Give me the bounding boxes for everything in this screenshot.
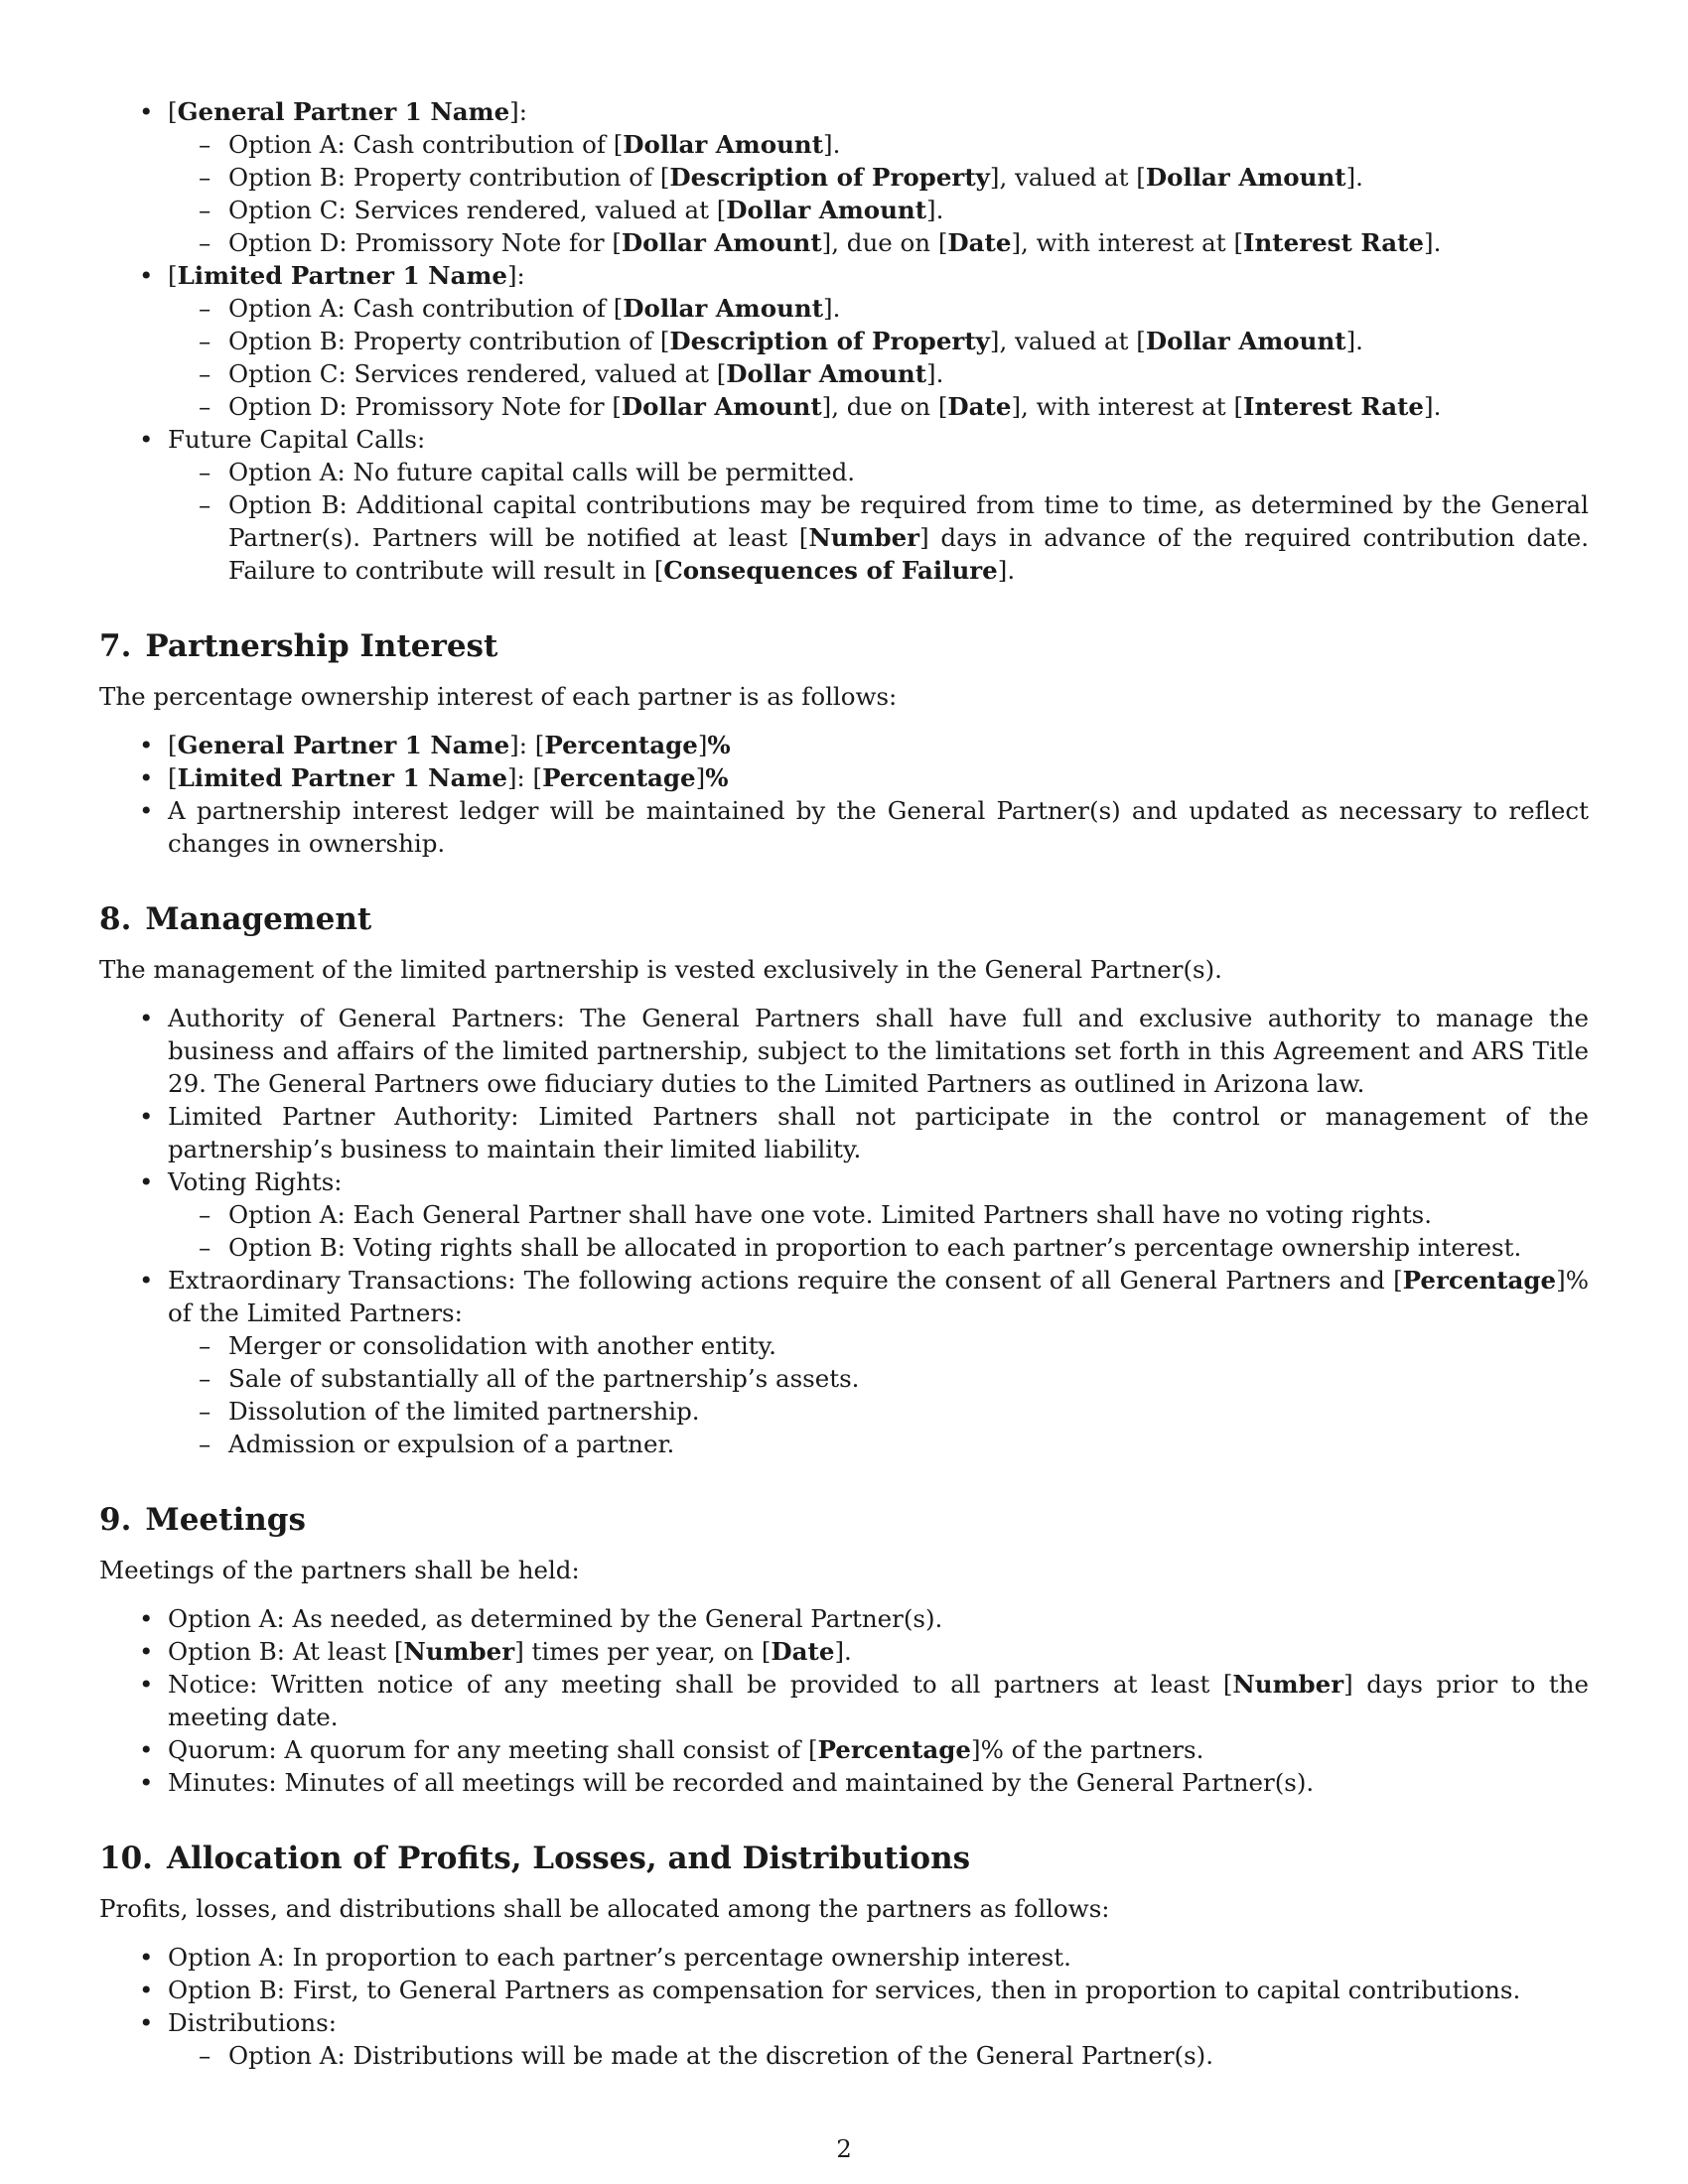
page-number: 2: [836, 2134, 852, 2163]
list-item: • Future Capital Calls: – Option A: No future capital calls will be permitted. – Option B: Additional capital contributions may be required from time to time, as determined by the General Partner(s). Partners will be notified at least [Number] days in advance of the required contribution date. Failure to contribute will result in [Consequences of Failure].: [99, 423, 1589, 587]
list-item: • Voting Rights: – Option A: Each General Partner shall have one vote. Limited Partners shall have no voting rights. – Option B: Voting rights shall be allocated in proportion to each partner’s percentage ownership interest.: [99, 1165, 1589, 1264]
list-item: • Notice: Written notice of any meeting shall be provided to all partners at least [Number] days prior to the meeting date.: [99, 1668, 1589, 1733]
sub-list: [168, 1198, 1589, 1264]
list-item: – Option D: Promissory Note for [Dollar Amount], due on [Date], with interest at [Interest Rate].: [168, 226, 1589, 259]
list-item: – Option B: Voting rights shall be allocated in proportion to each partner’s percentage ownership interest.: [168, 1231, 1589, 1264]
list-item: – Admission or expulsion of a partner.: [168, 1428, 1589, 1460]
section-intro: The percentage ownership interest of each partner is as follows:: [99, 682, 898, 711]
section-intro: The management of the limited partnership is vested exclusively in the General Partner(s).: [99, 955, 1222, 984]
list-item: – Option A: Each General Partner shall have one vote. Limited Partners shall have no voting rights.: [168, 1198, 1589, 1231]
list-item: • Option B: At least [Number] times per year, on [Date].: [99, 1635, 1589, 1668]
list-item: – Sale of substantially all of the partnership’s assets.: [168, 1362, 1589, 1395]
list-item: • Option A: As needed, as determined by the General Partner(s).: [99, 1602, 1589, 1635]
section-intro: Meetings of the partners shall be held:: [99, 1556, 580, 1584]
list-item: – Merger or consolidation with another entity.: [168, 1329, 1589, 1362]
list-item: – Option A: Cash contribution of [Dollar Amount].: [168, 292, 1589, 325]
list-item: • [Limited Partner 1 Name]: [Percentage]%: [99, 761, 1589, 794]
list-item: – Option B: Additional capital contributions may be required from time to time, as determined by the General Partner(s). Partners will be notified at least [Number] days in advance of the required contribution date. Failure to contribute will result in [Consequences of Failure].: [168, 488, 1589, 587]
list-item: – Option D: Promissory Note for [Dollar Amount], due on [Date], with interest at [Interest Rate].: [168, 390, 1589, 423]
list-item: – Option C: Services rendered, valued at [Dollar Amount].: [168, 194, 1589, 226]
document-page: [99, 95, 1589, 2072]
list-item: • [General Partner 1 Name]: – Option A: Cash contribution of [Dollar Amount]. – Option B: Property contribution of [Description of Property], valued at [Dollar Amount]. – Option C: Services rendered, valued at [Dollar Amount]. – Option D: Promissory Note for [Dollar Amount], due on [Date], with interest at [Interest Rate].: [99, 95, 1589, 259]
sub-list: [168, 292, 1589, 423]
list-item: – Option B: Property contribution of [Description of Property], valued at [Dollar Amount].: [168, 161, 1589, 194]
list-item: • A partnership interest ledger will be maintained by the General Partner(s) and updated as necessary to reflect changes in ownership.: [99, 794, 1589, 860]
sub-list: [168, 456, 1589, 587]
sub-list: [168, 1329, 1589, 1460]
sub-list: [168, 128, 1589, 259]
list-item: • [General Partner 1 Name]: [Percentage]%: [99, 729, 1589, 761]
sub-list: [168, 2039, 1589, 2072]
list-item: – Option A: Distributions will be made at the discretion of the General Partner(s).: [168, 2039, 1589, 2072]
list-item: • Option B: First, to General Partners as compensation for services, then in proportion to capital contributions.: [99, 1974, 1589, 2006]
section-heading-10: 10. Allocation of Profits, Losses, and Distributions: [99, 1841, 971, 1876]
partnership-interest-list: [99, 729, 1589, 860]
capital-contributions-list: [99, 95, 1589, 587]
meetings-list: [99, 1602, 1589, 1799]
list-item: – Option C: Services rendered, valued at [Dollar Amount].: [168, 357, 1589, 390]
list-item: – Option A: Cash contribution of [Dollar Amount].: [168, 128, 1589, 161]
list-item: – Option B: Property contribution of [Description of Property], valued at [Dollar Amount].: [168, 325, 1589, 357]
list-item: • Minutes: Minutes of all meetings will be recorded and maintained by the General Partner(s).: [99, 1766, 1589, 1799]
list-item: – Option A: No future capital calls will be permitted.: [168, 456, 1589, 488]
section-heading-8: 8. Management: [99, 901, 372, 937]
section-intro: Profits, losses, and distributions shall be allocated among the partners as follows:: [99, 1894, 1110, 1923]
list-item: • [Limited Partner 1 Name]: – Option A: Cash contribution of [Dollar Amount]. – Option B: Property contribution of [Description of Property], valued at [Dollar Amount]. – Option C: Services rendered, valued at [Dollar Amount]. – Option D: Promissory Note for [Dollar Amount], due on [Date], with interest at [Interest Rate].: [99, 259, 1589, 423]
section-heading-9: 9. Meetings: [99, 1502, 306, 1538]
list-item: • Extraordinary Transactions: The following actions require the consent of all General Partners and [Percentage]% of the Limited Partners: – Merger or consolidation with another entity. – Sale of substantially all of the partnership’s assets. – Dissolution of the limited partnership. – Admission or expulsion of a partner.: [99, 1264, 1589, 1460]
list-item: • Authority of General Partners: The General Partners shall have full and exclusive authority to manage the business and affairs of the limited partnership, subject to the limitations set forth in this Agreement and ARS Title 29. The General Partners owe fiduciary duties to the Limited Partners as outlined in Arizona law.: [99, 1002, 1589, 1100]
list-item: – Dissolution of the limited partnership.: [168, 1395, 1589, 1428]
allocation-list: [99, 1941, 1589, 2072]
list-item: • Quorum: A quorum for any meeting shall consist of [Percentage]% of the partners.: [99, 1733, 1589, 1766]
list-item: • Limited Partner Authority: Limited Partners shall not participate in the control or management of the partnership’s business to maintain their limited liability.: [99, 1100, 1589, 1165]
management-list: [99, 1002, 1589, 1460]
list-item: • Distributions: – Option A: Distributions will be made at the discretion of the General Partner(s).: [99, 2006, 1589, 2072]
list-item: • Option A: In proportion to each partner’s percentage ownership interest.: [99, 1941, 1589, 1974]
section-heading-7: 7. Partnership Interest: [99, 628, 498, 664]
